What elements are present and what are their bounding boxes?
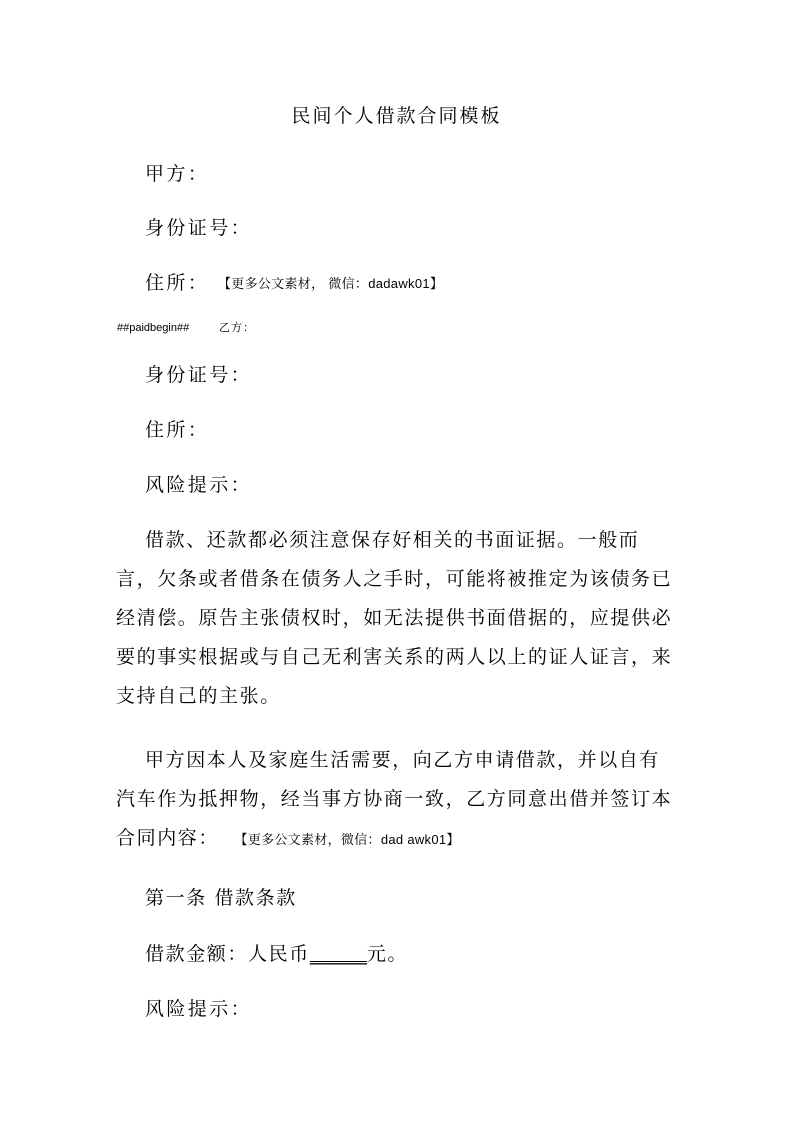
loan-amount-prefix: 借款金额：人民币 xyxy=(145,943,310,965)
risk-label: 风险提示： xyxy=(145,474,253,496)
loan-amount-blank: ______ xyxy=(309,943,367,965)
party-b-id-label: 身份证号： xyxy=(145,364,253,386)
party-b-address-label: 住所： xyxy=(145,419,210,441)
loan-amount-line xyxy=(145,940,408,968)
intro-paragraph-text: 甲方因本人及家庭生活需要，向乙方申请借款，并以自有汽车作为抵押物，经当事方协商一致，乙方同意出借并签订本合同内容： xyxy=(116,749,673,849)
loan-amount-suffix: 元。 xyxy=(366,943,409,965)
intro-watermark: 【更多公文素材，微信：dad awk01】 xyxy=(241,832,460,847)
article-1-heading: 第一条 借款条款 xyxy=(145,887,297,909)
party-a-address-label: 住所： xyxy=(145,272,210,294)
party-b-label: 乙方： xyxy=(219,322,255,334)
party-a-label: 甲方： xyxy=(145,163,210,185)
risk-paragraph xyxy=(116,521,676,716)
document-title: 民间个人借款合同模板 xyxy=(291,105,502,127)
watermark-text: 【更多公文素材， 微信：dadawk01】 xyxy=(218,276,444,291)
party-a-id-label: 身份证号： xyxy=(145,217,253,239)
intro-paragraph xyxy=(116,741,676,858)
risk-paragraph-text: 借款、还款都必须注意保存好相关的书面证据。一般而言，欠条或者借条在债务人之手时，可能将被推定为该债务已经清偿。原告主张债权时，如无法提供书面借据的，应提供必要的事实根据或与自己无利害关系的两人以上的证人证言，来支持自己的主张。 xyxy=(116,529,673,707)
risk-label-2: 风险提示： xyxy=(145,998,253,1020)
paid-marker: ##paidbegin## xyxy=(117,322,190,334)
